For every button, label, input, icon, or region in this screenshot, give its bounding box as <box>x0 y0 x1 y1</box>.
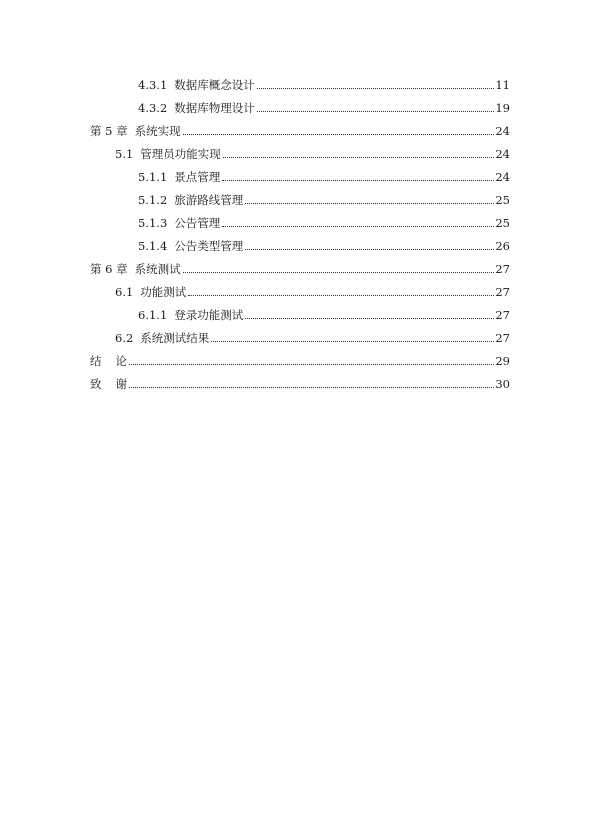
toc-dot-leader <box>183 271 495 273</box>
toc-entry-5-1-4[interactable] <box>138 233 510 253</box>
toc-entry-5-1-2[interactable] <box>138 187 510 207</box>
toc-entry-page: 19 <box>495 101 510 115</box>
toc-dot-leader <box>129 363 494 365</box>
toc-entry-title: 系统测试结果 <box>140 331 210 345</box>
toc-entry-number: 5.1.1 <box>138 170 168 184</box>
toc-entry-5-1-1[interactable] <box>138 164 510 184</box>
toc-entry-page: 24 <box>495 124 510 138</box>
toc-entry-chapter-5[interactable] <box>90 118 510 138</box>
toc-entry-number: 4.3.2 <box>138 101 168 115</box>
toc-dot-leader <box>245 202 494 204</box>
toc-dot-leader <box>223 156 495 158</box>
toc-entry-title: 论 <box>115 354 127 368</box>
toc-entry-page: 27 <box>495 331 510 345</box>
toc-entry-title: 公告类型管理 <box>174 239 244 253</box>
toc-entry-5-1-3[interactable] <box>138 210 510 230</box>
toc-entry-page: 27 <box>495 308 510 322</box>
toc-entry-page: 24 <box>495 147 510 161</box>
toc-entry-number: 6.1 <box>115 285 134 299</box>
toc-entry-number: 5.1.2 <box>138 193 168 207</box>
toc-entry-title: 功能测试 <box>140 285 187 299</box>
toc-entry-number: 5.1.3 <box>138 216 168 230</box>
toc-entry-title: 谢 <box>115 377 127 391</box>
toc-entry-5-1[interactable] <box>115 141 510 161</box>
toc-entry-4-3-1[interactable] <box>138 72 510 92</box>
toc-entry-number: 结 <box>90 354 102 368</box>
toc-entry-6-1-1[interactable] <box>138 302 510 322</box>
toc-entry-number: 4.3.1 <box>138 78 168 92</box>
toc-dot-leader <box>222 179 494 181</box>
toc-entry-6-2[interactable] <box>115 325 510 345</box>
toc-entry-page: 30 <box>495 377 510 391</box>
toc-entry-number: 第 5 章 <box>90 124 128 138</box>
toc-entry-number: 6.2 <box>115 331 134 345</box>
toc-entry-number: 5.1 <box>115 147 134 161</box>
toc-entry-chapter-6[interactable] <box>90 256 510 276</box>
toc-entry-page: 25 <box>495 216 510 230</box>
toc-dot-leader <box>222 225 494 227</box>
toc-dot-leader <box>211 340 494 342</box>
toc-entry-page: 11 <box>495 78 510 92</box>
toc-entry-title: 系统实现 <box>134 124 181 138</box>
toc-entry-title: 数据库物理设计 <box>174 101 255 115</box>
toc-entry-page: 25 <box>495 193 510 207</box>
toc-entry-title: 数据库概念设计 <box>174 78 255 92</box>
toc-entry-page: 24 <box>495 170 510 184</box>
toc-entry-title: 景点管理 <box>174 170 221 184</box>
toc-entry-title: 系统测试 <box>134 262 181 276</box>
toc-dot-leader <box>129 386 494 388</box>
toc-entry-acknowledgements[interactable] <box>90 371 510 391</box>
toc-entry-number: 5.1.4 <box>138 239 168 253</box>
toc-entry-number: 6.1.1 <box>138 308 168 322</box>
toc-entry-title: 管理员功能实现 <box>140 147 221 161</box>
toc-entry-number: 第 6 章 <box>90 262 128 276</box>
toc-dot-leader <box>257 87 495 89</box>
toc-entry-6-1[interactable] <box>115 279 510 299</box>
toc-entry-conclusion[interactable] <box>90 348 510 368</box>
toc-dot-leader <box>257 110 495 112</box>
toc-entry-title: 旅游路线管理 <box>174 193 244 207</box>
toc-entry-page: 29 <box>495 354 510 368</box>
toc-dot-leader <box>183 133 495 135</box>
toc-dot-leader <box>245 248 494 250</box>
toc-entry-title: 公告管理 <box>174 216 221 230</box>
toc-entry-page: 27 <box>495 285 510 299</box>
toc-entry-title: 登录功能测试 <box>174 308 244 322</box>
toc-entry-page: 27 <box>495 262 510 276</box>
toc-dot-leader <box>188 294 494 296</box>
toc-dot-leader <box>245 317 494 319</box>
toc-entry-page: 26 <box>495 239 510 253</box>
toc-entry-4-3-2[interactable] <box>138 95 510 115</box>
toc-entry-number: 致 <box>90 377 102 391</box>
